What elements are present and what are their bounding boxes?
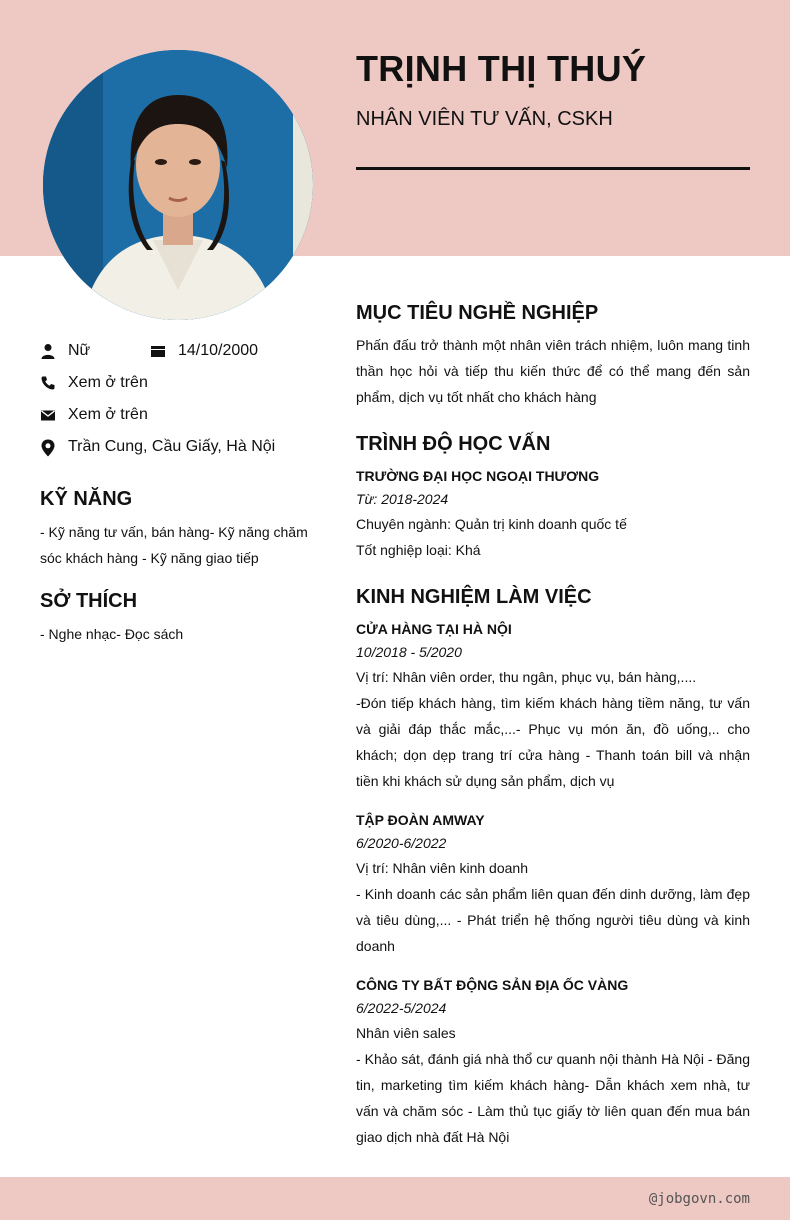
education-heading: TRÌNH ĐỘ HỌC VẤN xyxy=(356,433,551,455)
job-org: CÔNG TY BẤT ĐỘNG SẢN ĐỊA ỐC VÀNG xyxy=(356,977,629,993)
calendar-icon xyxy=(150,343,166,359)
header-divider xyxy=(356,167,750,170)
location-pin-icon xyxy=(40,439,56,455)
email-icon xyxy=(40,407,56,423)
candidate-title: NHÂN VIÊN TƯ VẤN, CSKH xyxy=(356,108,613,130)
address-row xyxy=(40,438,275,456)
job-description: -Đón tiếp khách hàng, tìm kiếm khách hàng tiềm năng, tư vấn và giải đáp thắc mắc,...- Phục vụ món ăn, đồ uống,.. cho khách; dọn dẹp trang trí cửa hàng - Thanh toán bill và nhận tiền khi khách sử dụng sản phẩm, dịch vụ xyxy=(356,695,750,789)
birthday-row xyxy=(150,342,258,360)
job-entry xyxy=(356,974,750,1150)
education-period: Từ: 2018-2024 xyxy=(356,491,449,507)
gender-row xyxy=(40,342,90,360)
candidate-name: TRỊNH THỊ THUÝ xyxy=(356,48,647,89)
hobbies-heading: SỞ THÍCH xyxy=(40,590,138,612)
objective-heading: MỤC TIÊU NGHỀ NGHIỆP xyxy=(356,302,599,324)
job-period: 10/2018 - 5/2020 xyxy=(356,644,462,660)
job-entry xyxy=(356,809,750,959)
job-period: 6/2022-5/2024 xyxy=(356,1000,447,1016)
phone-text: Xem ở trên xyxy=(68,374,148,391)
job-org: TẬP ĐOÀN AMWAY xyxy=(356,812,485,828)
education-entry xyxy=(356,465,750,563)
email-row xyxy=(40,406,148,424)
profile-photo xyxy=(43,50,313,320)
skills-text: - Kỹ năng tư vấn, bán hàng- Kỹ năng chăm sóc khách hàng - Kỹ năng giao tiếp xyxy=(40,524,308,566)
skills-heading: KỸ NĂNG xyxy=(40,488,133,510)
birthday-text: 14/10/2000 xyxy=(178,342,259,359)
email-text: Xem ở trên xyxy=(68,406,148,423)
footer-watermark: @jobgovn.com xyxy=(648,1191,750,1207)
school-name: TRƯỜNG ĐẠI HỌC NGOẠI THƯƠNG xyxy=(356,468,600,484)
education-grade: Tốt nghiệp loại: Khá xyxy=(356,542,481,558)
gender-text: Nữ xyxy=(68,342,91,359)
hobbies-text: - Nghe nhạc- Đọc sách xyxy=(40,626,184,642)
phone-icon xyxy=(40,375,56,391)
experience-heading: KINH NGHIỆM LÀM VIỆC xyxy=(356,586,592,608)
person-icon xyxy=(40,343,56,359)
job-description: - Kinh doanh các sản phẩm liên quan đến dinh dưỡng, làm đẹp và tiêu dùng,... - Phát triển hệ thống người tiêu dùng và kinh doanh xyxy=(356,886,750,954)
objective-text: Phấn đấu trở thành một nhân viên trách nhiệm, luôn mang tinh thần học hỏi và tiếp thu kiến thức để có thể mang đến sản phẩm, dịch vụ tốt nhất cho khách hàng xyxy=(356,337,750,405)
job-period: 6/2020-6/2022 xyxy=(356,835,447,851)
job-position: Vị trí: Nhân viên order, thu ngân, phục vụ, bán hàng,.... xyxy=(356,669,697,685)
phone-row xyxy=(40,374,148,392)
job-position: Nhân viên sales xyxy=(356,1025,456,1041)
education-major: Chuyên ngành: Quản trị kinh doanh quốc tế xyxy=(356,516,627,532)
job-description: - Khảo sát, đánh giá nhà thổ cư quanh nội thành Hà Nội - Đăng tin, marketing tìm kiếm khách hàng- Dẫn khách xem nhà, tư vấn và chăm sóc - Làm thủ tục giấy tờ liên quan đến mua bán giao dịch nhà đất Hà Nội xyxy=(356,1051,750,1145)
job-position: Vị trí: Nhân viên kinh doanh xyxy=(356,860,528,876)
job-entry xyxy=(356,618,750,794)
job-org: CỬA HÀNG TẠI HÀ NỘI xyxy=(356,621,512,637)
address-text: Trần Cung, Cầu Giấy, Hà Nội xyxy=(68,438,276,455)
